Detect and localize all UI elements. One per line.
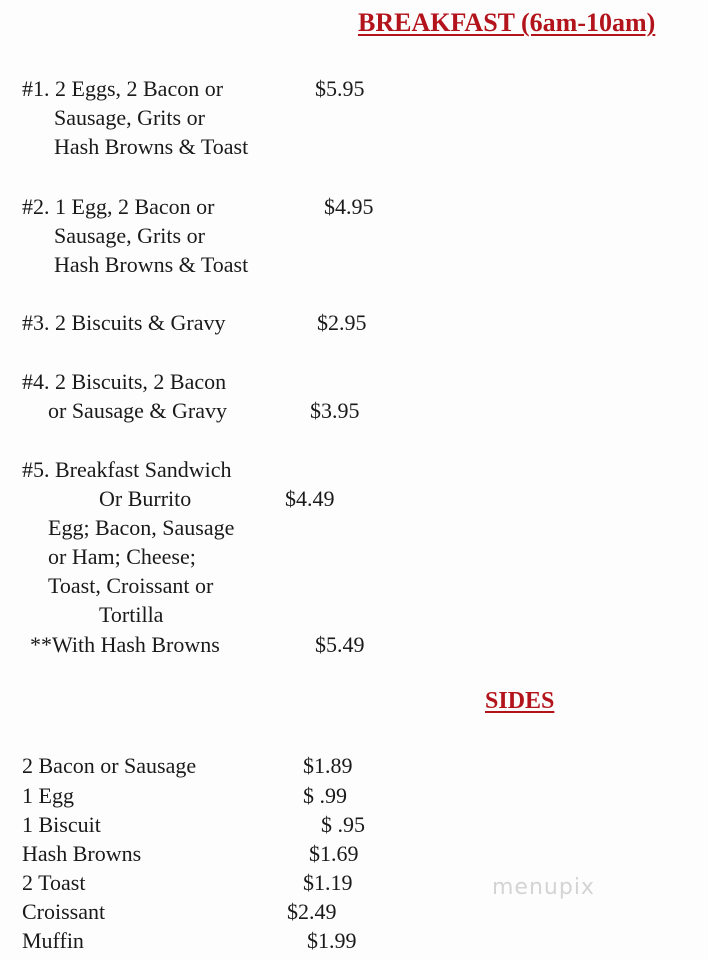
breakfast-item-2-line-1: #2. 1 Egg, 2 Bacon or [22, 194, 215, 219]
breakfast-item-3-line-1: #3. 2 Biscuits & Gravy [22, 310, 226, 335]
breakfast-item-1-line-2: Sausage, Grits or [54, 105, 205, 130]
side-item-name: Hash Browns [22, 841, 142, 866]
side-item-price: $2.49 [287, 899, 337, 924]
side-item-price: $1.19 [303, 870, 353, 895]
side-item-price: $1.89 [303, 753, 353, 778]
side-item-name: Croissant [22, 899, 106, 924]
breakfast-item-5-line-2: Or Burrito [99, 486, 192, 511]
breakfast-item-5-price: $4.49 [285, 486, 335, 511]
side-item-name: Muffin [22, 928, 84, 953]
watermark-text: menupix [492, 875, 595, 900]
side-item-price: $ .95 [321, 812, 365, 837]
side-item-name: 1 Egg [22, 783, 74, 808]
breakfast-item-2-line-3: Hash Browns & Toast [54, 252, 249, 277]
breakfast-item-4-line-1: #4. 2 Biscuits, 2 Bacon [22, 369, 227, 394]
breakfast-item-2-line-2: Sausage, Grits or [54, 223, 205, 248]
breakfast-item-5-line-1: #5. Breakfast Sandwich [22, 457, 232, 482]
breakfast-heading: BREAKFAST (6am-10am) [358, 8, 656, 37]
side-item-price: $1.69 [309, 841, 359, 866]
side-item-price: $1.99 [307, 928, 357, 953]
breakfast-item-5-line-5: Toast, Croissant or [48, 573, 214, 598]
side-item-name: 1 Biscuit [22, 812, 101, 837]
breakfast-item-5-option-line: **With Hash Browns [30, 632, 220, 657]
breakfast-item-1-line-3: Hash Browns & Toast [54, 134, 249, 159]
breakfast-item-5-line-4: or Ham; Cheese; [48, 544, 196, 569]
breakfast-item-5-line-3: Egg; Bacon, Sausage [48, 515, 235, 540]
breakfast-item-1-price: $5.95 [315, 76, 365, 101]
side-item-name: 2 Toast [22, 870, 86, 895]
breakfast-item-4-price: $3.95 [310, 398, 360, 423]
side-item-name: 2 Bacon or Sausage [22, 753, 197, 778]
breakfast-item-5-option-price: $5.49 [315, 632, 365, 657]
breakfast-item-4-line-2: or Sausage & Gravy [48, 398, 228, 423]
breakfast-item-1-line-1: #1. 2 Eggs, 2 Bacon or [22, 76, 224, 101]
side-item-price: $ .99 [303, 783, 347, 808]
breakfast-item-2-price: $4.95 [324, 194, 374, 219]
breakfast-item-5-line-6: Tortilla [99, 602, 164, 627]
breakfast-item-3-price: $2.95 [317, 310, 367, 335]
sides-heading: SIDES [485, 688, 555, 714]
